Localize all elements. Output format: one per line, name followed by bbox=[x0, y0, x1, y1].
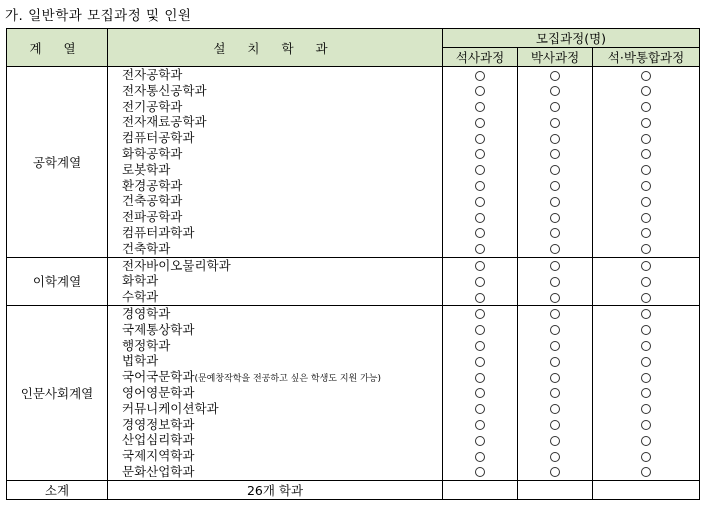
circle-mark-icon bbox=[475, 420, 485, 430]
major-item bbox=[122, 83, 442, 99]
circle-mark-icon bbox=[475, 71, 485, 81]
major-name: 경영학과 bbox=[122, 305, 171, 321]
major-item bbox=[122, 193, 442, 209]
mark-line bbox=[518, 401, 592, 417]
doctoral-marks bbox=[518, 257, 593, 305]
mark-line bbox=[593, 146, 699, 162]
header-group: 계 열 bbox=[7, 29, 108, 67]
circle-mark-icon bbox=[475, 404, 485, 414]
mark-line bbox=[518, 225, 592, 241]
mark-line bbox=[443, 322, 517, 338]
circle-mark-icon bbox=[641, 165, 651, 175]
subtotal-value: 26개 학과 bbox=[108, 480, 443, 499]
mark-line bbox=[443, 225, 517, 241]
major-name: 전기공학과 bbox=[122, 98, 183, 114]
doctoral-marks bbox=[518, 305, 593, 480]
major-name: 로봇학과 bbox=[122, 161, 171, 177]
mark-line bbox=[593, 178, 699, 194]
major-name: 수학과 bbox=[122, 289, 159, 305]
circle-mark-icon bbox=[550, 86, 560, 96]
circle-mark-icon bbox=[550, 165, 560, 175]
circle-mark-icon bbox=[550, 293, 560, 303]
circle-mark-icon bbox=[641, 244, 651, 254]
mark-line bbox=[593, 401, 699, 417]
circle-mark-icon bbox=[550, 404, 560, 414]
circle-mark-icon bbox=[550, 197, 560, 207]
mark-line bbox=[593, 338, 699, 354]
mark-line bbox=[443, 130, 517, 146]
major-name: 전자통신공학과 bbox=[122, 82, 207, 98]
circle-mark-icon bbox=[641, 134, 651, 144]
circle-mark-icon bbox=[641, 149, 651, 159]
mark-line bbox=[593, 241, 699, 257]
circle-mark-icon bbox=[475, 228, 485, 238]
mark-line bbox=[593, 225, 699, 241]
mark-line bbox=[443, 464, 517, 480]
major-item bbox=[122, 130, 442, 146]
circle-mark-icon bbox=[550, 102, 560, 112]
circle-mark-icon bbox=[550, 467, 560, 477]
major-name: 화학과 bbox=[122, 273, 159, 289]
mark-line bbox=[518, 353, 592, 369]
major-item bbox=[122, 385, 442, 401]
mark-line bbox=[593, 114, 699, 130]
mark-line bbox=[593, 130, 699, 146]
circle-mark-icon bbox=[641, 213, 651, 223]
header-combined: 석·박통합과정 bbox=[593, 48, 700, 67]
major-item bbox=[122, 273, 442, 289]
mark-line bbox=[518, 258, 592, 274]
major-name: 국제지역학과 bbox=[122, 448, 195, 464]
major-item bbox=[122, 178, 442, 194]
major-item bbox=[122, 464, 442, 480]
group-name: 인문사회계열 bbox=[7, 305, 108, 480]
combined-marks bbox=[593, 257, 700, 305]
masters-marks bbox=[443, 305, 518, 480]
major-list bbox=[108, 257, 443, 305]
circle-mark-icon bbox=[641, 261, 651, 271]
mark-line bbox=[593, 385, 699, 401]
group-row bbox=[7, 305, 700, 480]
subtotal-combined bbox=[593, 480, 700, 499]
circle-mark-icon bbox=[475, 309, 485, 319]
mark-line bbox=[443, 99, 517, 115]
mark-line bbox=[518, 369, 592, 385]
major-item bbox=[122, 225, 442, 241]
group-row bbox=[7, 67, 700, 258]
circle-mark-icon bbox=[550, 261, 560, 271]
major-item bbox=[122, 241, 442, 257]
major-item bbox=[122, 338, 442, 354]
circle-mark-icon bbox=[550, 373, 560, 383]
recruitment-table bbox=[6, 28, 700, 500]
major-name: 컴퓨터공학과 bbox=[122, 130, 195, 146]
circle-mark-icon bbox=[641, 373, 651, 383]
subtotal-row bbox=[7, 480, 700, 499]
circle-mark-icon bbox=[475, 388, 485, 398]
circle-mark-icon bbox=[550, 420, 560, 430]
mark-line bbox=[443, 417, 517, 433]
circle-mark-icon bbox=[550, 228, 560, 238]
mark-line bbox=[518, 130, 592, 146]
major-item bbox=[122, 306, 442, 322]
circle-mark-icon bbox=[641, 325, 651, 335]
page-title: 가. 일반학과 모집과정 및 인원 bbox=[5, 8, 192, 24]
major-item bbox=[122, 162, 442, 178]
header-major: 설 치 학 과 bbox=[108, 29, 443, 67]
circle-mark-icon bbox=[550, 213, 560, 223]
circle-mark-icon bbox=[550, 325, 560, 335]
major-item bbox=[122, 448, 442, 464]
subtotal-doctoral bbox=[518, 480, 593, 499]
mark-line bbox=[443, 401, 517, 417]
mark-line bbox=[443, 193, 517, 209]
circle-mark-icon bbox=[475, 325, 485, 335]
mark-line bbox=[443, 241, 517, 257]
mark-line bbox=[443, 273, 517, 289]
circle-mark-icon bbox=[475, 357, 485, 367]
major-name: 산업심리학과 bbox=[122, 432, 195, 448]
circle-mark-icon bbox=[550, 244, 560, 254]
circle-mark-icon bbox=[475, 436, 485, 446]
circle-mark-icon bbox=[550, 118, 560, 128]
circle-mark-icon bbox=[641, 452, 651, 462]
major-note: (문예창작학을 전공하고 싶은 학생도 지원 가능) bbox=[194, 374, 381, 385]
circle-mark-icon bbox=[641, 467, 651, 477]
mark-line bbox=[443, 209, 517, 225]
major-name: 화학공학과 bbox=[122, 145, 183, 161]
mark-line bbox=[593, 322, 699, 338]
circle-mark-icon bbox=[475, 293, 485, 303]
mark-line bbox=[593, 448, 699, 464]
mark-line bbox=[518, 83, 592, 99]
mark-line bbox=[443, 178, 517, 194]
circle-mark-icon bbox=[641, 341, 651, 351]
major-list bbox=[108, 305, 443, 480]
mark-line bbox=[518, 273, 592, 289]
major-item bbox=[122, 289, 442, 305]
mark-line bbox=[518, 306, 592, 322]
circle-mark-icon bbox=[475, 165, 485, 175]
mark-line bbox=[593, 306, 699, 322]
header-doctoral: 박사과정 bbox=[518, 48, 593, 67]
mark-line bbox=[593, 162, 699, 178]
mark-line bbox=[593, 353, 699, 369]
circle-mark-icon bbox=[641, 404, 651, 414]
circle-mark-icon bbox=[641, 309, 651, 319]
subtotal-masters bbox=[443, 480, 518, 499]
circle-mark-icon bbox=[475, 341, 485, 351]
mark-line bbox=[518, 448, 592, 464]
major-name: 국어국문학과 bbox=[122, 369, 195, 385]
major-name: 건축공학과 bbox=[122, 193, 183, 209]
circle-mark-icon bbox=[550, 436, 560, 446]
mark-line bbox=[593, 258, 699, 274]
major-item bbox=[122, 114, 442, 130]
mark-line bbox=[518, 209, 592, 225]
major-item bbox=[122, 369, 442, 385]
mark-line bbox=[593, 417, 699, 433]
mark-line bbox=[518, 464, 592, 480]
mark-line bbox=[443, 289, 517, 305]
circle-mark-icon bbox=[641, 86, 651, 96]
major-name: 경영정보학과 bbox=[122, 416, 195, 432]
circle-mark-icon bbox=[475, 102, 485, 112]
circle-mark-icon bbox=[641, 388, 651, 398]
mark-line bbox=[518, 99, 592, 115]
circle-mark-icon bbox=[550, 388, 560, 398]
major-name: 커뮤니케이션학과 bbox=[122, 400, 219, 416]
mark-line bbox=[518, 241, 592, 257]
circle-mark-icon bbox=[550, 134, 560, 144]
mark-line bbox=[593, 369, 699, 385]
mark-line bbox=[593, 67, 699, 83]
circle-mark-icon bbox=[641, 436, 651, 446]
circle-mark-icon bbox=[641, 71, 651, 81]
group-name: 이학계열 bbox=[7, 257, 108, 305]
mark-line bbox=[443, 385, 517, 401]
mark-line bbox=[518, 178, 592, 194]
mark-line bbox=[593, 209, 699, 225]
circle-mark-icon bbox=[475, 213, 485, 223]
major-item bbox=[122, 432, 442, 448]
mark-line bbox=[443, 448, 517, 464]
circle-mark-icon bbox=[475, 277, 485, 287]
mark-line bbox=[593, 193, 699, 209]
circle-mark-icon bbox=[641, 197, 651, 207]
masters-marks bbox=[443, 67, 518, 258]
mark-line bbox=[443, 369, 517, 385]
major-name: 환경공학과 bbox=[122, 177, 183, 193]
mark-line bbox=[443, 353, 517, 369]
mark-line bbox=[518, 322, 592, 338]
major-name: 국제통상학과 bbox=[122, 321, 195, 337]
circle-mark-icon bbox=[641, 357, 651, 367]
major-name: 건축학과 bbox=[122, 240, 171, 256]
major-name: 전파공학과 bbox=[122, 209, 183, 225]
major-item bbox=[122, 209, 442, 225]
circle-mark-icon bbox=[550, 277, 560, 287]
mark-line bbox=[443, 114, 517, 130]
mark-line bbox=[593, 432, 699, 448]
circle-mark-icon bbox=[475, 86, 485, 96]
mark-line bbox=[518, 432, 592, 448]
mark-line bbox=[518, 193, 592, 209]
circle-mark-icon bbox=[641, 228, 651, 238]
major-item bbox=[122, 417, 442, 433]
circle-mark-icon bbox=[550, 341, 560, 351]
circle-mark-icon bbox=[550, 309, 560, 319]
mark-line bbox=[518, 417, 592, 433]
mark-line bbox=[518, 385, 592, 401]
circle-mark-icon bbox=[550, 149, 560, 159]
mark-line bbox=[443, 83, 517, 99]
mark-line bbox=[443, 258, 517, 274]
circle-mark-icon bbox=[641, 277, 651, 287]
mark-line bbox=[518, 162, 592, 178]
mark-line bbox=[518, 146, 592, 162]
circle-mark-icon bbox=[550, 357, 560, 367]
masters-marks bbox=[443, 257, 518, 305]
major-list bbox=[108, 67, 443, 258]
circle-mark-icon bbox=[475, 373, 485, 383]
circle-mark-icon bbox=[641, 181, 651, 191]
major-item bbox=[122, 401, 442, 417]
major-name: 문화산업학과 bbox=[122, 463, 195, 479]
major-name: 전자바이오물리학과 bbox=[122, 257, 231, 273]
major-name: 행정학과 bbox=[122, 337, 171, 353]
circle-mark-icon bbox=[550, 71, 560, 81]
mark-line bbox=[593, 83, 699, 99]
mark-line bbox=[443, 67, 517, 83]
circle-mark-icon bbox=[550, 181, 560, 191]
major-item bbox=[122, 99, 442, 115]
mark-line bbox=[443, 338, 517, 354]
circle-mark-icon bbox=[475, 261, 485, 271]
circle-mark-icon bbox=[641, 420, 651, 430]
major-name: 컴퓨터과학과 bbox=[122, 224, 195, 240]
header-program: 모집과정(명) bbox=[443, 29, 700, 48]
circle-mark-icon bbox=[641, 293, 651, 303]
combined-marks bbox=[593, 67, 700, 258]
major-item bbox=[122, 67, 442, 83]
doctoral-marks bbox=[518, 67, 593, 258]
circle-mark-icon bbox=[475, 452, 485, 462]
header-masters: 석사과정 bbox=[443, 48, 518, 67]
mark-line bbox=[443, 432, 517, 448]
subtotal-label: 소계 bbox=[7, 480, 108, 499]
mark-line bbox=[518, 338, 592, 354]
major-item bbox=[122, 146, 442, 162]
combined-marks bbox=[593, 305, 700, 480]
circle-mark-icon bbox=[475, 181, 485, 191]
mark-line bbox=[443, 162, 517, 178]
mark-line bbox=[593, 99, 699, 115]
circle-mark-icon bbox=[641, 118, 651, 128]
group-name: 공학계열 bbox=[7, 67, 108, 258]
circle-mark-icon bbox=[475, 118, 485, 128]
major-name: 전자공학과 bbox=[122, 67, 183, 82]
major-name: 법학과 bbox=[122, 353, 159, 369]
mark-line bbox=[443, 146, 517, 162]
circle-mark-icon bbox=[475, 149, 485, 159]
mark-line bbox=[593, 273, 699, 289]
circle-mark-icon bbox=[475, 197, 485, 207]
mark-line bbox=[518, 67, 592, 83]
mark-line bbox=[518, 289, 592, 305]
circle-mark-icon bbox=[475, 244, 485, 254]
major-name: 영어영문학과 bbox=[122, 384, 195, 400]
major-item bbox=[122, 322, 442, 338]
mark-line bbox=[593, 464, 699, 480]
circle-mark-icon bbox=[475, 134, 485, 144]
mark-line bbox=[593, 289, 699, 305]
circle-mark-icon bbox=[550, 452, 560, 462]
circle-mark-icon bbox=[641, 102, 651, 112]
mark-line bbox=[443, 306, 517, 322]
major-name: 전자재료공학과 bbox=[122, 114, 207, 130]
major-item bbox=[122, 353, 442, 369]
major-item bbox=[122, 258, 442, 274]
circle-mark-icon bbox=[475, 467, 485, 477]
mark-line bbox=[518, 114, 592, 130]
group-row bbox=[7, 257, 700, 305]
